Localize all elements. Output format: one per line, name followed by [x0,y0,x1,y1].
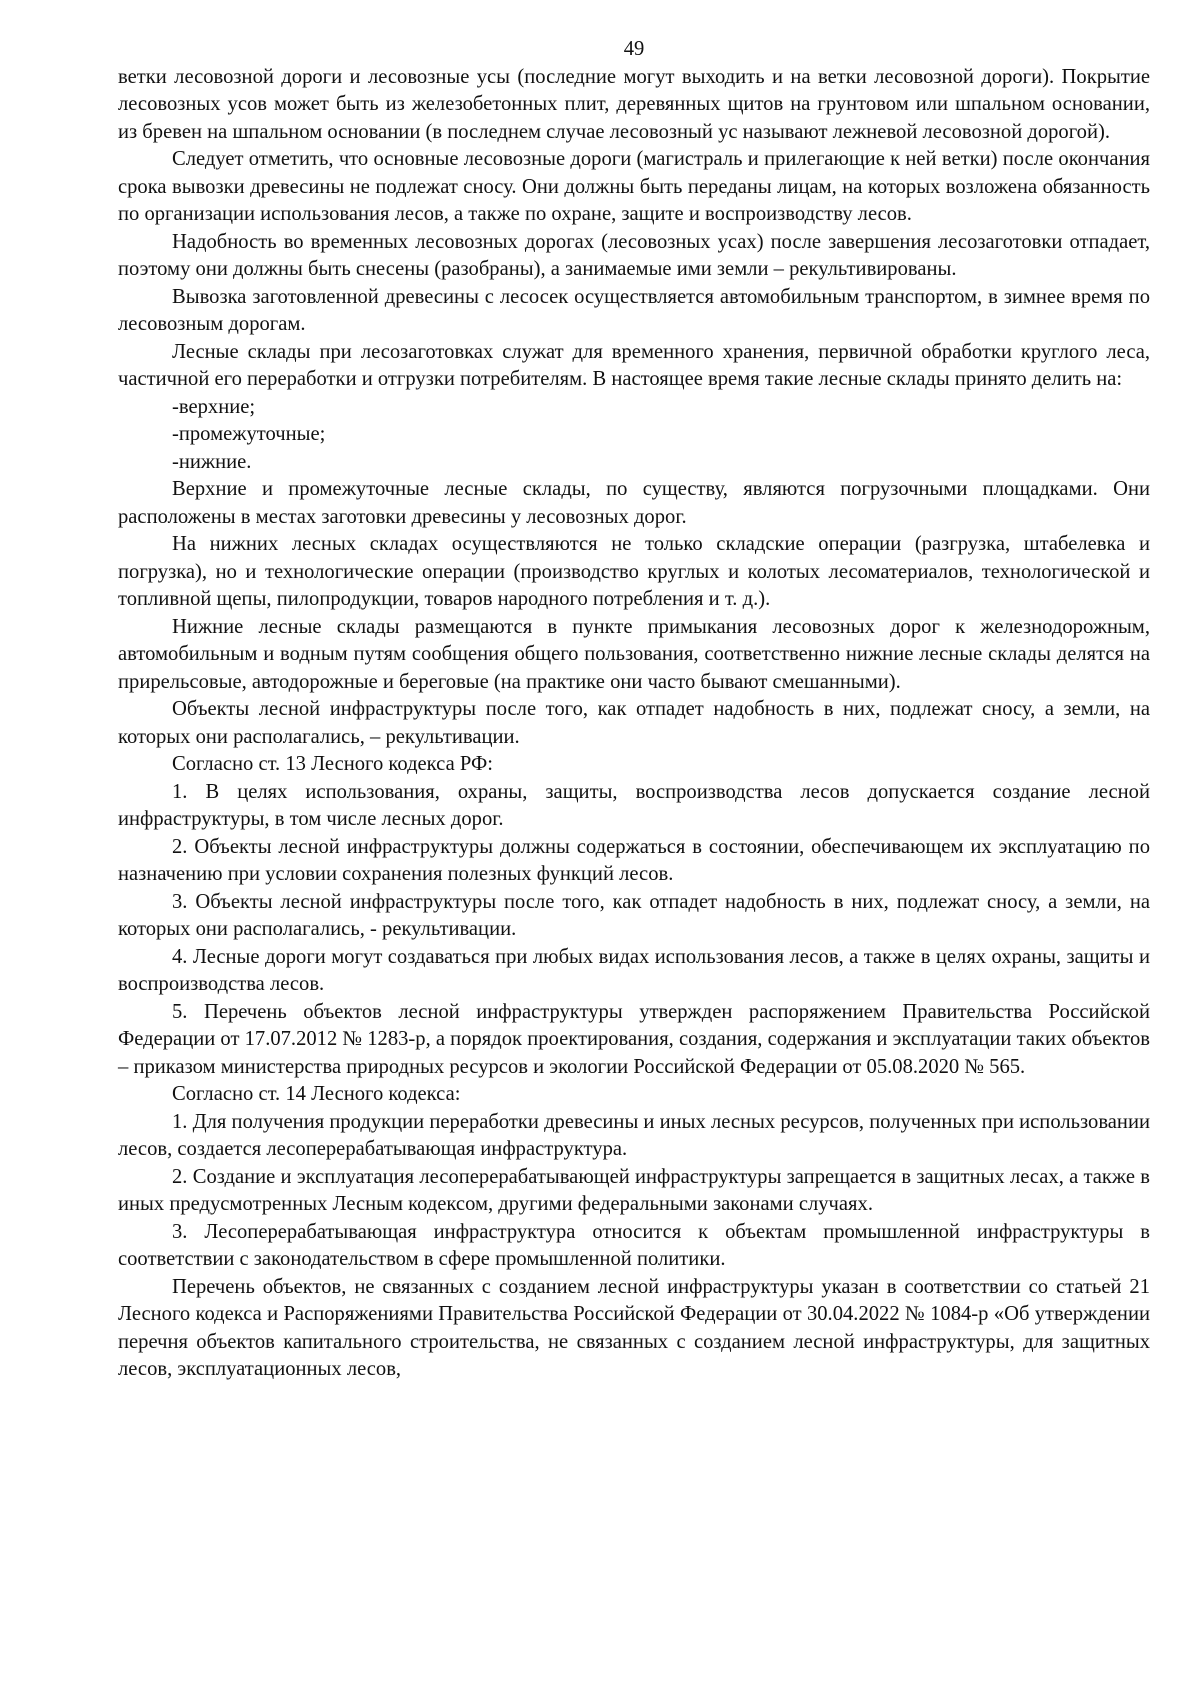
document-page [118,36,1150,1384]
paragraph-roads-continued: ветки лесовозной дороги и лесовозные усы (последние могут выходить и на ветки лесовозной дороги). Покрытие лесовозных усов может быть из железобетонных плит, деревянных щитов на грунтовом или шпальном основании, из бревен на шпальном основании (в последнем случае лесовозный ус называют лежневой лесовозной дорогой). [118,65,1150,143]
article-13-item-3: 3. Объекты лесной инфраструктуры после того, как отпадет надобность в них, подлежат сносу, а земли, на которых они располагались, - рекультивации. [118,890,1150,940]
article-14-item-3: 3. Лесоперерабатывающая инфраструктура относится к объектам промышленной инфраструктуры в соответствии с законодательством в сфере промышленной политики. [118,1220,1150,1270]
paragraph-main-roads: Следует отметить, что основные лесовозные дороги (магистраль и прилегающие к ней ветки) после окончания срока вывозки древесины не подлежат сносу. Они должны быть переданы лицам, на которых возложена обязанность по организации использования лесов, а также по охране, защите и воспроизводству лесов. [118,148,1150,225]
article-14-item-2: 2. Создание и эксплуатация лесоперерабатывающей инфраструктуры запрещается в защитных лесах, а также в иных предусмотренных Лесным кодексом, другими федеральными законами случаях. [118,1165,1150,1215]
paragraph-upper-warehouses: Верхние и промежуточные лесные склады, по существу, являются погрузочными площадками. Они расположены в местах заготовки древесины у лесовозных дорог. [118,478,1150,528]
paragraph-warehouses: Лесные склады при лесозаготовках служат для временного хранения, первичной обработки круглого леса, частичной его переработки и отгрузки потребителям. В настоящее время такие лесные склады принято делить на: [118,340,1150,390]
list-item-upper: -верхние; [172,395,256,418]
article-13-item-2: 2. Объекты лесной инфраструктуры должны содержаться в состоянии, обеспечивающем их эксплуатацию по назначению при условии сохранения полезных функций лесов. [118,835,1150,885]
paragraph-lower-placement: Нижние лесные склады размещаются в пункте примыкания лесовозных дорог к железнодорожным, автомобильным и водным путям сообщения общего пользования, соответственно нижние лесные склады делятся на прирельсовые, автодорожные и береговые (на практике они часто бывают смешанными). [118,615,1150,693]
list-item-intermediate: -промежуточные; [172,423,326,445]
article-14-item-1: 1. Для получения продукции переработки древесины и иных лесных ресурсов, полученных при использовании лесов, создается лесоперерабатывающая инфраструктура. [118,1110,1150,1160]
article-13-item-4: 4. Лесные дороги могут создаваться при любых видах использования лесов, а также в целях охраны, защиты и воспроизводства лесов. [118,945,1150,995]
list-item-lower: -нижние. [172,450,252,473]
paragraph-article-14-intro: Согласно ст. 14 Лесного кодекса: [172,1083,461,1105]
paragraph-infrastructure-demolition: Объекты лесной инфраструктуры после того, как отпадет надобность в них, подлежат сносу, а земли, на которых они располагались, – рекультивации. [118,698,1150,748]
article-13-item-1: 1. В целях использования, охраны, защиты, воспроизводства лесов допускается создание лесной инфраструктуры, в том числе лесных дорог. [118,780,1150,830]
paragraph-lower-operations: На нижних лесных складах осуществляются не только складские операции (разгрузка, штабелевка и погрузка), но и технологические операции (производство круглых и колотых лесоматериалов, технологической и топливной щепы, пилопродукции, товаров народного потребления и т. д.). [118,533,1150,610]
paragraph-non-infrastructure-objects: Перечень объектов, не связанных с созданием лесной инфраструктуры указан в соответствии со статьей 21 Лесного кодекса и Распоряжениями Правительства Российской Федерации от 30.04.2022 № 1084-р «Об утверждении перечня объектов капитального строительства, не связанных с созданием лесной инфраструктуры, для защитных лесов, эксплуатационных лесов, [118,1275,1150,1380]
article-13-item-5: 5. Перечень объектов лесной инфраструктуры утвержден распоряжением Правительства Российской Федерации от 17.07.2012 № 1283-р, а порядок проектирования, создания, содержания и эксплуатации таких объектов – приказом министерства природных ресурсов и экологии Российской Федерации от 05.08.2020 № 565. [118,1000,1150,1078]
paragraph-transport: Вывозка заготовленной древесины с лесосек осуществляется автомобильным транспортом, в зимнее время по лесовозным дорогам. [118,285,1150,335]
page-number: 49 [623,38,645,60]
paragraph-temporary-roads: Надобность во временных лесовозных дорогах (лесовозных усах) после завершения лесозаготовки отпадает, поэтому они должны быть снесены (разобраны), а занимаемые ими земли – рекультивированы. [118,230,1150,280]
paragraph-article-13-intro: Согласно ст. 13 Лесного кодекса РФ: [172,753,493,775]
